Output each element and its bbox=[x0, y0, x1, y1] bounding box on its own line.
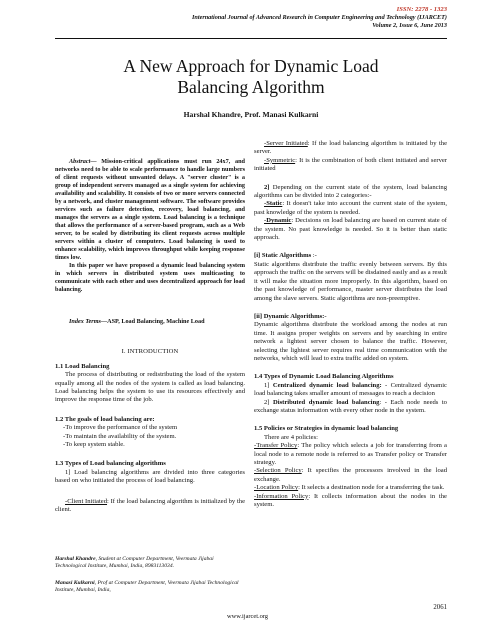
index-terms-text: ASP, Load Balancing, Machine Load bbox=[107, 318, 205, 325]
state-paragraph bbox=[254, 184, 447, 201]
state-number: 2] bbox=[264, 183, 270, 191]
selection-policy-text: : It specifies the processors involved in the load exchange. bbox=[254, 467, 447, 483]
centralized-number: 1] bbox=[264, 381, 270, 389]
static-text: : It doesn't take into account the current state of the system, past knowledge of the system is needed. bbox=[254, 200, 447, 216]
centralized-label: Centralized dynamic load balancing: bbox=[272, 381, 382, 389]
information-policy-label: -Information Policy bbox=[254, 492, 309, 500]
server-initiated-label: -Server Initiated bbox=[264, 140, 308, 147]
index-terms-label: Index Terms— bbox=[69, 318, 108, 325]
right-column bbox=[254, 140, 447, 509]
centralized-paragraph bbox=[254, 382, 447, 399]
index-terms bbox=[55, 318, 245, 326]
transfer-policy-text: : The policy which selects a job for transferring from a local node to a remote node is referred to as Transfer policy or Transfer strategy. bbox=[254, 442, 447, 466]
goal-item: -To improve the performance of the system bbox=[63, 424, 178, 432]
footer-url[interactable]: www.ijarcet.org bbox=[227, 613, 268, 620]
dynamic-label: -Dynamic bbox=[264, 217, 292, 225]
static-algorithms-suffix: :- bbox=[311, 252, 317, 260]
selection-policy bbox=[254, 467, 447, 484]
static-algorithms-paragraph: Static algorithms distribute the traffic evenly between servers. By this approach the traffic on the servers will be disdained easily and as a result it will make the situation more improperly. In this algorithm, based on the past knowledge of performance, master server distributes the load among the slave servers. Static algorithms are non-preemptive. bbox=[254, 260, 447, 302]
goal-item: -To keep system stable. bbox=[63, 441, 125, 449]
distributed-number: 2] bbox=[264, 398, 270, 406]
symmetric-label: -Symmetric bbox=[264, 156, 296, 164]
dynamic-algorithms-heading: [ii] Dynamic Algorithms:- bbox=[254, 312, 327, 320]
transfer-policy bbox=[254, 442, 447, 467]
centralized-text: - Centralized dynamic load balancing takes smaller amount of messages to reach a decision bbox=[254, 381, 447, 398]
load-balancing-paragraph: The process of distributing or redistributing the load of the system equally among all the nodes of the system is called as load balancing. Load balancing helps the system to use its resources effectively and improve the response time of the job. bbox=[55, 371, 245, 404]
static-paragraph bbox=[254, 200, 447, 217]
footnote-author-2-name: Manasi Kulkarni bbox=[55, 580, 95, 586]
symmetric-paragraph bbox=[254, 157, 447, 174]
types-paragraph: 1] Load balancing algorithms are divided into three categories based on who initiated the process of load balancing. bbox=[55, 468, 245, 485]
static-algorithms-label: [i] Static Algorithms bbox=[254, 252, 312, 260]
subheading-load-balancing: 1.1 Load Balancing bbox=[55, 362, 110, 370]
symmetric-text: : It is the combination of both client initiated and server initiated bbox=[254, 156, 447, 173]
footnote-author-2 bbox=[55, 580, 245, 594]
abstract-text-2: In this paper we have proposed a dynamic load balancing system in which servers in distributed system uses multicasting to communicate with each other and uses decentralized approach for load balancing. bbox=[55, 262, 245, 293]
transfer-policy-label: -Transfer Policy bbox=[254, 442, 298, 450]
location-policy-text: : It selects a destination node for a transferring the task. bbox=[298, 484, 445, 492]
client-initiated-label: -Client Initiated bbox=[65, 497, 108, 505]
distributed-label: Distributed dynamic load balancing bbox=[272, 398, 380, 406]
abstract-text-1: Mission-critical applications must run 24x7, and networks need to be able to scale performance to handle large numbers of client requests without unwanted delays. A "server cluster" is a group of independent servers managed as a single system for achieving availability and scalability. It consists of two or more servers connected by a network, and cluster management software. The software provides services such as failure detection, recovery, load balancing, and manages the servers as a single system. Load balancing is a technique that allows the performance of a server-based program, such as a Web server, to be scaled by distributing its client requests across multiple servers within a cluster of computers. Load balancing is used to enhance scalability, which improves throughput while keeping response times low. bbox=[55, 158, 245, 261]
header-rule bbox=[55, 38, 447, 39]
static-algorithms-heading bbox=[254, 252, 447, 260]
location-policy-label: -Location Policy bbox=[254, 484, 299, 492]
left-column bbox=[55, 140, 245, 515]
page-number: 2061 bbox=[433, 604, 447, 611]
distributed-paragraph bbox=[254, 399, 447, 416]
client-initiated-text: : If the load balancing algorithm is initialized by the client. bbox=[55, 497, 245, 514]
subheading-types: 1.3 Types of Load balancing algorithms bbox=[55, 460, 166, 468]
information-policy-text: : It collects information about the nodes in the system. bbox=[254, 492, 447, 509]
distributed-text: : - Each node needs to exchange status information with every other node in the system. bbox=[254, 398, 447, 414]
goal-item: -To maintain the availability of the system. bbox=[63, 432, 177, 440]
dynamic-algorithms-paragraph: Dynamic algorithms distribute the workload among the nodes at run time. It assigns proper weights on servers and by searching in entire network a lightest server chosen to balance the traffic. However, selecting the lightest server requires real time communication with the networks, which will lead to extra traffic added on system. bbox=[254, 321, 447, 362]
subheading-goals: 1.2 The goals of load balancing are: bbox=[55, 415, 155, 423]
dynamic-text: : Decisions on load balancing are based on current state of the system. No past knowledge is needed. So it is better than static approach. bbox=[254, 217, 447, 242]
footnote-author-1 bbox=[55, 556, 245, 570]
location-policy bbox=[254, 484, 447, 492]
footnote-author-1-name: Harshal Khandre bbox=[55, 556, 96, 562]
title-line-2: Balancing Algorithm bbox=[177, 77, 325, 97]
dynamic-paragraph bbox=[254, 217, 447, 242]
subheading-policies: 1.5 Policies or Strategies in dynamic load balancing bbox=[254, 425, 399, 433]
issn: ISSN: 2278 - 1323 bbox=[396, 6, 447, 13]
volume-info: Volume 2, Issue 6, June 2013 bbox=[372, 22, 447, 29]
server-initiated-text: : If the load balancing algorithm is initiated by the server. bbox=[254, 140, 448, 156]
policies-intro: There are 4 policies: bbox=[264, 433, 319, 441]
abstract-label: Abstract— bbox=[69, 158, 97, 165]
information-policy bbox=[254, 493, 447, 510]
title-line-1: A New Approach for Dynamic Load bbox=[123, 56, 379, 76]
state-text: Depending on the current state of the system, load balancing algorithms can be divided into 2 categories:- bbox=[254, 183, 447, 200]
footnote-author-1-text: , Student at Computer Department, Veermata Jijabai Technological Institute, Mumbai, India, 8983113034. bbox=[55, 556, 214, 570]
server-initiated-paragraph bbox=[254, 140, 447, 157]
static-label: -Static bbox=[264, 200, 283, 208]
footnote-author-2-text: , Prof at Computer Department, Veermata Jijabai Technological Institute, Mumbai, India, bbox=[55, 580, 239, 594]
journal-header bbox=[192, 6, 447, 30]
selection-policy-label: -Selection Policy bbox=[254, 467, 302, 475]
abstract bbox=[55, 158, 245, 294]
authors: Harshal Khandre, Prof. Manasi Kulkarni bbox=[183, 110, 319, 119]
client-initiated-paragraph bbox=[55, 498, 245, 515]
journal-name: International Journal of Advanced Research in Computer Engineering and Technology (IJARCET) bbox=[192, 14, 447, 21]
section-heading-introduction: I. INTRODUCTION bbox=[121, 348, 179, 356]
subheading-dynamic-types: 1.4 Types of Dynamic Load Balancing Algorithms bbox=[254, 373, 394, 381]
paper-title bbox=[55, 56, 447, 98]
